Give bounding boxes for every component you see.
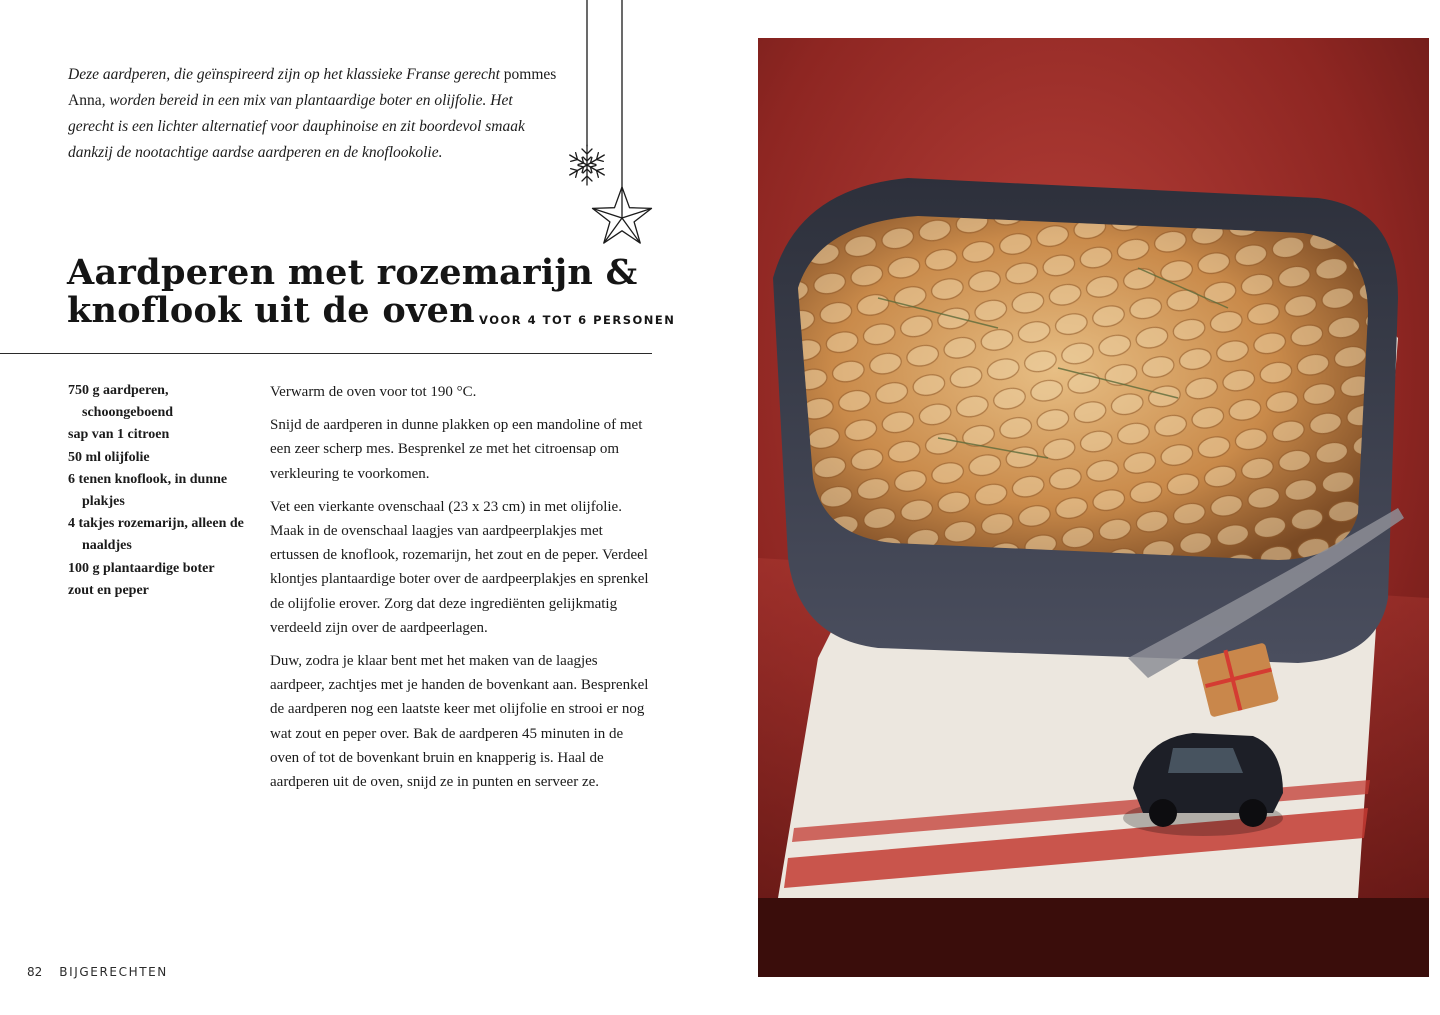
ingredient-item: 50 ml olijfolie	[68, 449, 150, 465]
ingredient-item: zout en peper	[68, 582, 149, 598]
method-step: Verwarm de oven voor tot 190 °C.	[270, 384, 477, 400]
ingredient-item: sap van 1 citroen	[68, 427, 170, 443]
ingredient-item: 100 g plantaardige boter	[68, 560, 215, 576]
method-step: Snijd de aardperen in dunne plakken op een mandoline of met een zeer scherp mes. Besprenkel ze met het citroensap om verkleuring te voorkomen.	[270, 417, 643, 482]
ingredient-item: 6 tenen knoflook, in dunne plakjes	[68, 471, 228, 510]
servings-label: VOOR 4 TOT 6 PERSONEN	[479, 313, 676, 327]
star-ornament-icon	[593, 187, 652, 243]
recipe-photo	[758, 38, 1429, 977]
ingredient-item: 4 takjes rozemarijn, alleen de naaldjes	[68, 516, 244, 554]
intro-part2: , worden bereid in een mix van plantaardige boter en olijfolie. Het gerecht is een lichter alternatief voor dauphinoise en zit boordevol smaak dankzij de nootachtige aardse aardperen en de knoflookolie.	[68, 92, 525, 161]
intro-text	[68, 62, 562, 166]
page-footer	[27, 965, 168, 979]
section-name: BIJGERECHTEN	[59, 965, 168, 979]
snowflake-icon	[570, 145, 605, 185]
hanging-ornaments	[552, 0, 662, 260]
intro-part1: Deze aardperen, die geïnspireerd zijn op het klassieke Franse gerecht	[68, 66, 504, 83]
page-number: 82	[27, 965, 43, 979]
intro-dish-name: pommes Anna	[68, 66, 557, 109]
recipe-title-line2: knoflook uit de oven	[67, 290, 475, 331]
method-step: Vet een vierkante ovenschaal (23 x 23 cm) in met olijfolie. Maak in de ovenschaal laagjes van aardpeerplakjes met ertussen de knoflook, rozemarijn, het zout en de peper. Verdeel klontjes plantaardige boter over de aardpeerplakjes en sprenkel de olijfolie erover. Zorg dat deze ingrediënten gelijkmatig verdeeld zijn over de aardpeerlagen.	[270, 498, 649, 636]
title-divider	[0, 353, 652, 354]
ingredient-item: 750 g aardperen, schoongeboend	[68, 383, 174, 421]
ingredient-list	[68, 380, 248, 602]
method-step: Duw, zodra je klaar bent met het maken van de laagjes aardpeer, zachtjes met je handen de bovenkant aan. Besprenkel de aardperen nog een laatste keer met olijfolie en strooi er nog wat zout en peper over. Bak de aardperen 45 minuten in de oven of tot de bovenkant bruin en knapperig is. Haal de aardperen uit de oven, snijd ze in punten en serveer ze.	[270, 653, 649, 791]
method-steps	[270, 380, 652, 803]
recipe-title-line1: Aardperen met rozemarijn &	[67, 252, 638, 293]
